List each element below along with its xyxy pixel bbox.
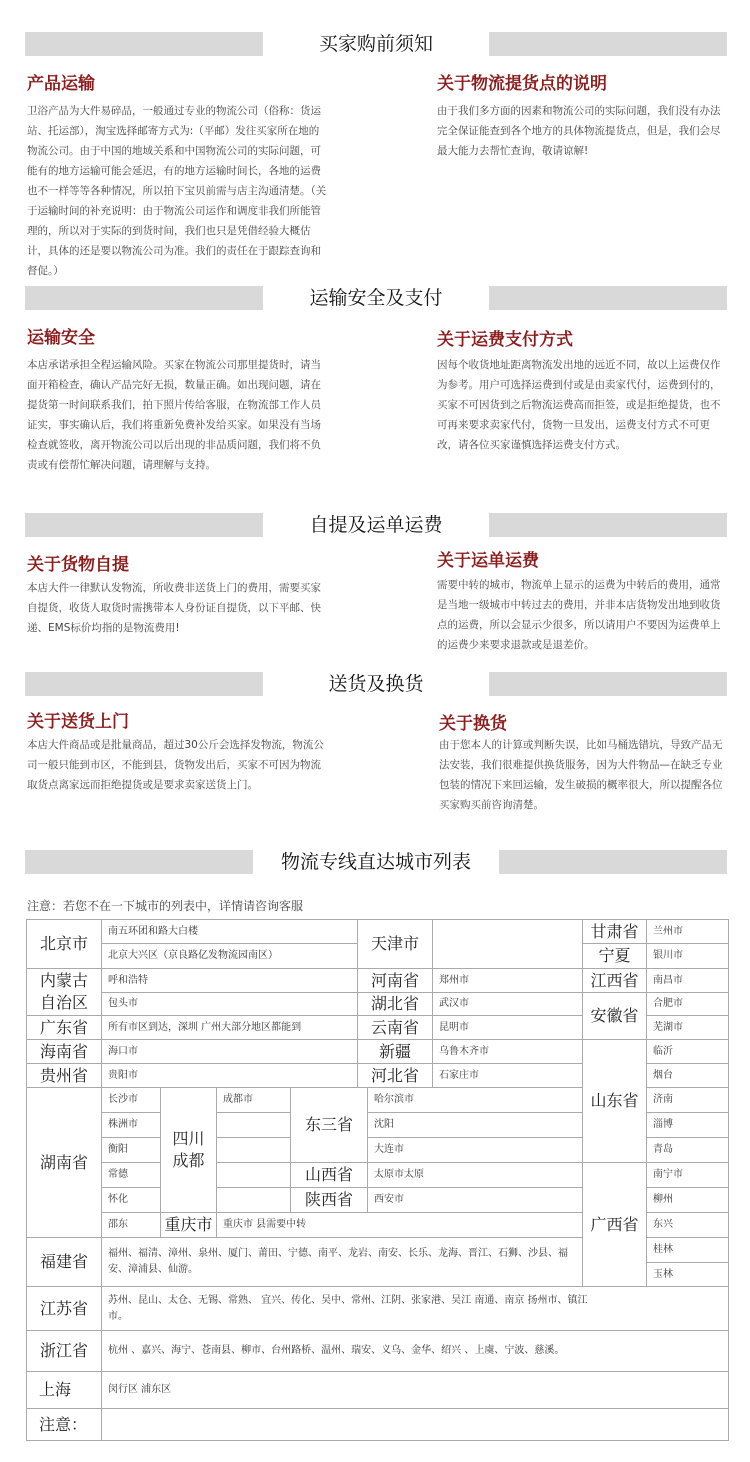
city-cell: 合肥市 <box>646 992 729 1016</box>
city-cell: 常德 <box>101 1162 161 1188</box>
city-cell <box>432 919 583 969</box>
subheading-waybill-fee: 关于运单运费 <box>437 551 539 571</box>
city-cell: 兰州市 <box>646 919 729 944</box>
section-header-selfpickup <box>25 511 727 539</box>
notice-label: 注意： <box>26 1408 102 1441</box>
paragraph-exchange: 由于您本人的计算或判断失误，比如马桶选错坑，导致产品无法安装，我们很难提供换货服务，因为大件物品—在缺乏专业包装的情况下来回运输，发生破损的概率很大，所以提醒各位买家购买前咨询清楚。 <box>439 739 723 811</box>
city-cell: 怀化 <box>101 1187 161 1213</box>
city-table <box>26 919 729 1441</box>
section-header-safety <box>25 284 727 312</box>
city-cell <box>216 1162 291 1188</box>
section-header-purchase <box>25 30 727 58</box>
city-cell: 成都市 <box>216 1087 291 1113</box>
city-cell: 玉林 <box>646 1262 729 1287</box>
province-henan: 河南省 <box>357 968 433 993</box>
city-cell <box>216 1137 291 1163</box>
city-cell: 郑州市 <box>432 968 583 993</box>
city-cell: 东兴 <box>646 1212 729 1238</box>
province-dongsansheng: 东三省 <box>290 1087 368 1163</box>
province-hunan: 湖南省 <box>26 1087 102 1238</box>
city-cell <box>101 1237 583 1287</box>
province-yunnan: 云南省 <box>357 1015 433 1040</box>
city-cell: 银川市 <box>646 943 729 969</box>
city-cell: 所有市区到达，深圳 广州大部分地区都能到 <box>101 1015 358 1040</box>
subheading-transport-safety: 运输安全 <box>27 328 95 348</box>
province-shaanxi: 陕西省 <box>290 1187 368 1213</box>
province-neimenggu <box>26 968 102 1016</box>
province-anhui: 安徽省 <box>582 992 647 1040</box>
subheading-exchange: 关于换货 <box>439 714 507 734</box>
province-hainan: 海南省 <box>26 1039 102 1064</box>
paragraph-transport-safety: 本店承诺承担全程运输风险。买家在物流公司那里提货时，请当面开箱检查，确认产品完好无损，数量正确。如出现问题，请在提货第一时间联系我们，拍下照片传给客服，在物流部工作人员证实，事实确认后，我们将重新免费补发给买家。如果没有当场检查就签收，离开物流公司以后出现的非品质问题，我们将不负责或有偿帮忙解决问题，请理解与支持。 <box>27 359 321 471</box>
city-cell: 南宁市 <box>646 1162 729 1188</box>
city-cell: 北京大兴区（京良路亿发物流园南区） <box>101 943 358 969</box>
paragraph-waybill-fee: 需要中转的城市，物流单上显示的运费为中转后的费用，通常是当地一级城市中转过去的费用，并非本店货物发出地到收货点的运费，所以会显示少很多，所以请用户不要因为运费单上的运费少来要求退款或是退差价。 <box>437 579 721 651</box>
section-title: 运输安全及支付 <box>309 287 443 309</box>
province-tianjin: 天津市 <box>357 919 433 969</box>
province-guangdong: 广东省 <box>26 1015 102 1040</box>
city-cell: 南五环团和路大白楼 <box>101 919 358 944</box>
city-cell: 石家庄市 <box>432 1063 583 1088</box>
subheading-payment: 关于运费支付方式 <box>437 330 573 350</box>
province-shanxi: 山西省 <box>290 1162 368 1188</box>
province-hebei: 河北省 <box>357 1063 433 1088</box>
province-chongqing: 重庆市 <box>160 1212 217 1238</box>
province-jiangxi: 江西省 <box>582 968 647 993</box>
province-zhejiang: 浙江省 <box>26 1330 102 1372</box>
city-cell: 芜湖市 <box>646 1015 729 1040</box>
province-ningxia: 宁夏 <box>582 943 647 969</box>
province-guangxi: 广西省 <box>582 1162 647 1287</box>
city-cell: 柳州 <box>646 1187 729 1213</box>
city-cell: 临沂 <box>646 1039 729 1064</box>
paragraph-self-pickup: 本店大件一律默认发物流，所收费非送货上门的费用，需要买家自提货，收货人取货时需携带本人身份证自提货，以下平邮、快递、EMS标价均指的是物流费用! <box>27 582 321 634</box>
city-cell: 西安市 <box>367 1187 583 1213</box>
province-label: 四川成都 <box>172 1129 205 1170</box>
section-header-delivery <box>25 670 727 698</box>
province-gansu: 甘肃省 <box>582 919 647 944</box>
city-cell: 武汉市 <box>432 992 583 1016</box>
city-cell: 重庆市 县需要中转 <box>216 1212 583 1238</box>
city-cell: 烟台 <box>646 1063 729 1088</box>
province-xinjiang: 新疆 <box>357 1039 433 1064</box>
notice-cell <box>101 1408 729 1441</box>
city-cell: 株洲市 <box>101 1112 161 1138</box>
city-cell: 淄博 <box>646 1112 729 1138</box>
city-list: 苏州、昆山、太仓、无锡、常熟、 宜兴、传化、吴中、常州、江阴、张家港、吴江 南通、南京 扬州市、镇江市。 <box>108 1294 588 1322</box>
province-hubei: 湖北省 <box>357 992 433 1016</box>
city-cell: 哈尔滨市 <box>367 1087 583 1113</box>
paragraph-pickup-point: 由于我们多方面的因素和物流公司的实际问题，我们没有办法完全保证能查到各个地方的具体物流提货点，但是，我们会尽最大能力去帮忙查询，敬请谅解! <box>437 105 721 157</box>
city-cell: 衡阳 <box>101 1137 161 1163</box>
province-shanghai: 上海 <box>26 1371 102 1409</box>
province-fujian: 福建省 <box>26 1237 102 1287</box>
city-cell: 大连市 <box>367 1137 583 1163</box>
paragraph-home-delivery: 本店大件商品或是批量商品，超过30公斤会选择发物流，物流公司一般只能到市区，不能到县，货物发出后，买家不可因为物流取货点离家远而拒绝提货或是要求卖家送货上门。 <box>27 739 324 791</box>
city-cell: 昆明市 <box>432 1015 583 1040</box>
subheading-home-delivery: 关于送货上门 <box>27 712 129 732</box>
section-title: 买家购前须知 <box>318 33 433 55</box>
city-cell: 长沙市 <box>101 1087 161 1113</box>
subheading-transport: 产品运输 <box>27 74 95 94</box>
city-cell: 贵阳市 <box>101 1063 358 1088</box>
subheading-self-pickup: 关于货物自提 <box>27 555 129 575</box>
province-label: 内蒙古自治区 <box>40 971 89 1012</box>
city-cell: 杭州 、嘉兴、海宁、苍南县、柳市、台州路桥、温州、瑞安、义乌、金华、绍兴 、上虞、宁波、慈溪。 <box>101 1330 729 1372</box>
city-cell: 海口市 <box>101 1039 358 1064</box>
city-cell <box>101 1286 729 1331</box>
city-cell: 呼和浩特 <box>101 968 358 993</box>
city-cell: 济南 <box>646 1087 729 1113</box>
city-cell: 闵行区 浦东区 <box>101 1371 729 1409</box>
subheading-pickup-point: 关于物流提货点的说明 <box>437 74 607 94</box>
section-title: 物流专线直达城市列表 <box>280 851 471 873</box>
city-cell: 青岛 <box>646 1137 729 1163</box>
paragraph-transport: 卫浴产品为大件易碎品，一般通过专业的物流公司（俗称：货运站、托运部），淘宝选择邮寄方式为:（平邮）发往买家所在地的物流公司。由于中国的地域关系和中国物流公司的实际问题，可能有的地方运输可能会延迟，有的地方运输时间长，各地的运费也不一样等等各种情况，所以拍下宝贝前需与店主沟通清楚。（关于运输时间的补充说明：由于物流公司运作和调度非我们所能管理的，所以对于实际的到货时间，我们也只是凭借经验大概估计，具体的还是要以物流公司为准。我们的责任在于跟踪查询和督促。） <box>27 105 327 277</box>
city-list-note: 注意：若您不在一下城市的列表中，详情请咨询客服 <box>27 899 304 913</box>
paragraph-payment: 因每个收货地址距离物流发出地的远近不同，故以上运费仅作为参考。用户可选择运费到付或是由卖家代付，运费到付的，买家不可因货到之后物流运费高而拒签，或是拒绝提货，也不可再来要求卖家代付，货物一旦发出，运费支付方式不可更改，请各位买家谨慎选择运费支付方式。 <box>437 359 721 451</box>
section-header-city-list <box>25 848 727 876</box>
city-cell: 太原市太原 <box>367 1162 583 1188</box>
section-title: 送货及换货 <box>328 673 424 695</box>
city-cell: 邵东 <box>101 1212 161 1238</box>
city-list: 福州、福清、漳州、泉州、厦门、莆田、宁德、南平、龙岩、南安、长乐、龙海、晋江、石狮、沙县、福安、漳浦县、仙游。 <box>108 1248 568 1275</box>
city-cell: 桂林 <box>646 1237 729 1263</box>
city-cell: 沈阳 <box>367 1112 583 1138</box>
province-beijing: 北京市 <box>26 919 102 969</box>
city-cell: 包头市 <box>101 992 358 1016</box>
section-title: 自提及运单运费 <box>309 514 443 536</box>
city-cell <box>216 1187 291 1213</box>
province-guizhou: 贵州省 <box>26 1063 102 1088</box>
province-jiangsu: 江苏省 <box>26 1286 102 1331</box>
province-shandong: 山东省 <box>582 1039 647 1163</box>
city-cell: 南昌市 <box>646 968 729 993</box>
city-cell: 乌鲁木齐市 <box>432 1039 583 1064</box>
province-sichuan <box>160 1087 217 1213</box>
city-cell <box>216 1112 291 1138</box>
